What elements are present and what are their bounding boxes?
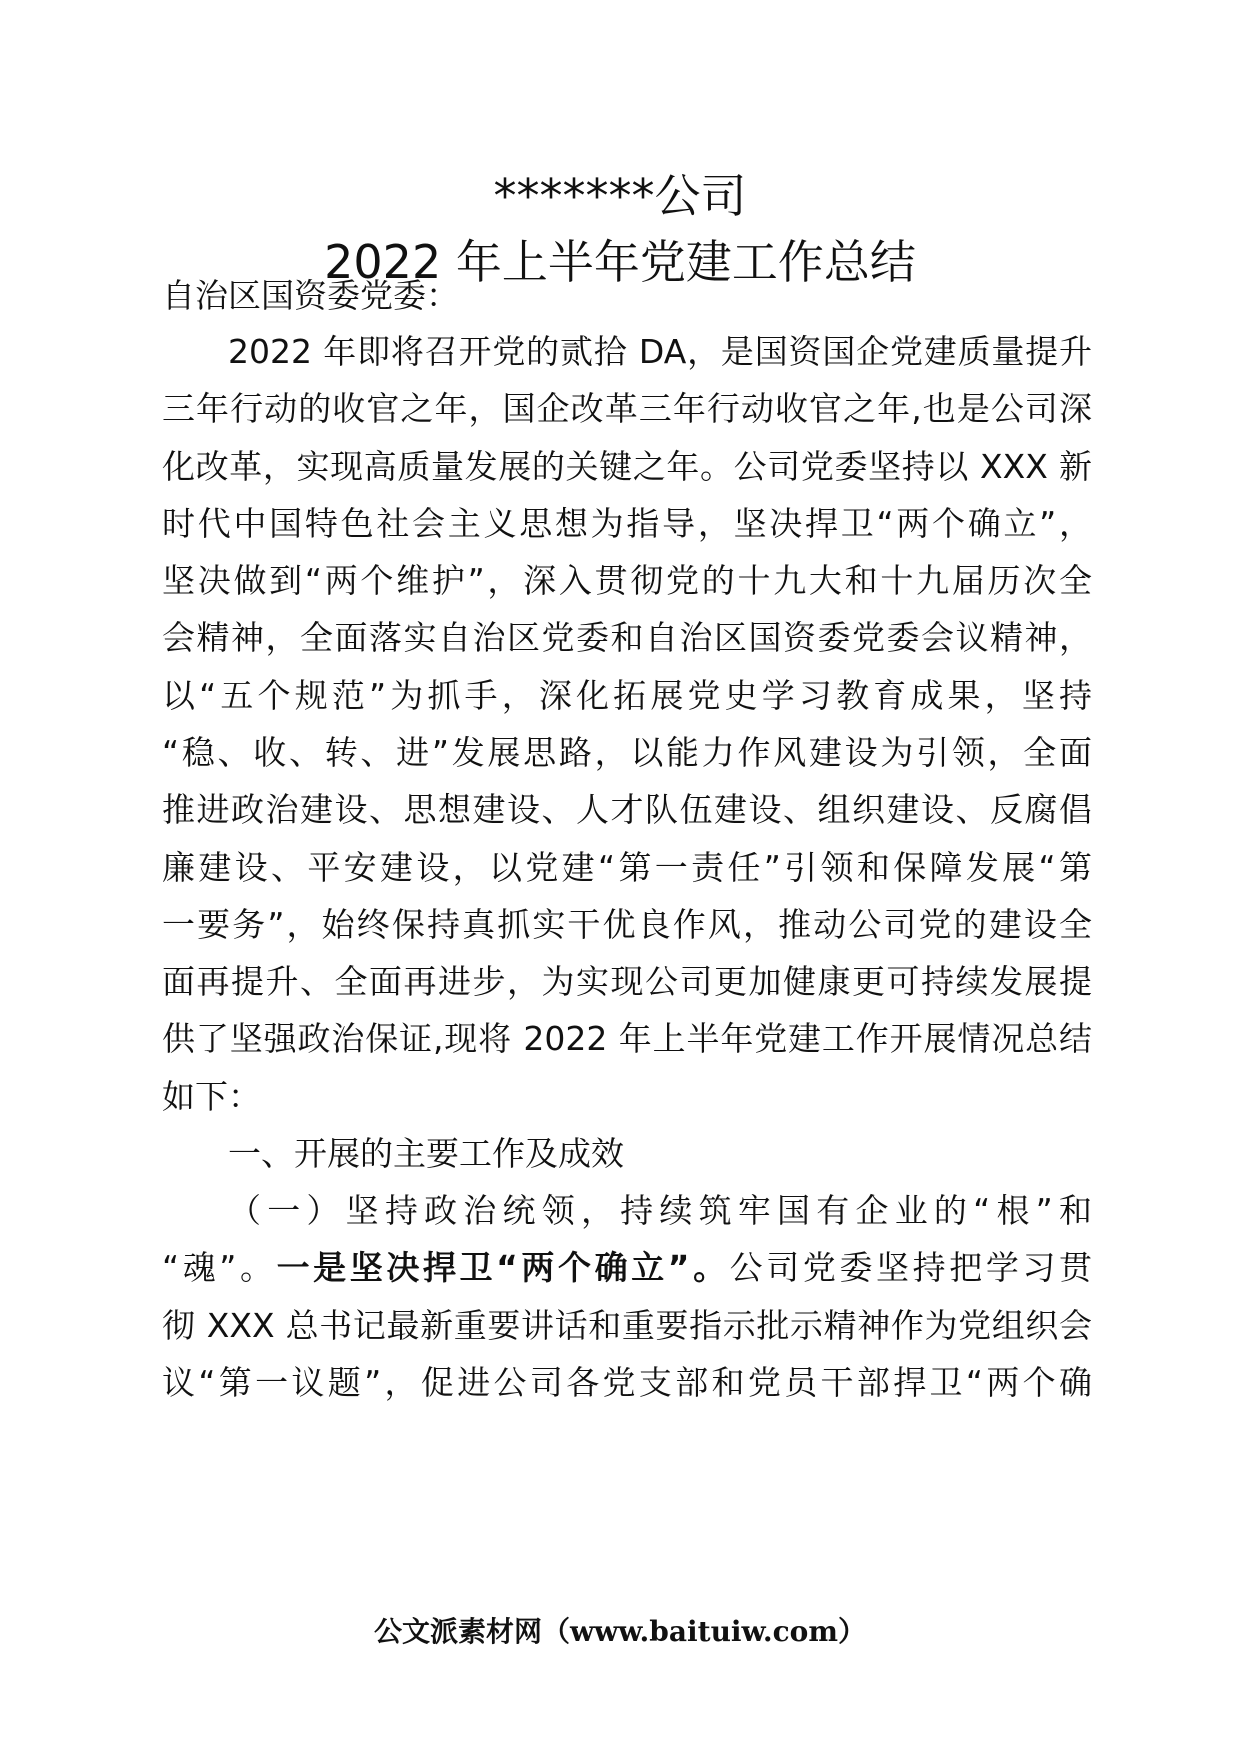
section-heading: 一、开展的主要工作及成效 (228, 1134, 624, 1173)
body-line: 坚决做到“两个维护”，深入贯彻党的十九大和十九届历次全 (162, 561, 1092, 600)
body-line: 三年行动的收官之年，国企改革三年行动收官之年,也是公司深 (162, 389, 1092, 428)
body-line: 如下： (162, 1077, 261, 1116)
body-line: 面再提升、全面再进步，为实现公司更加健康更可持续发展提 (162, 962, 1092, 1001)
body-line: 廉建设、平安建设，以党建“第一责任”引领和保障发展“第 (162, 848, 1092, 887)
body-line: 议“第一议题”，促进公司各党支部和党员干部捍卫“两个确 (162, 1363, 1092, 1402)
page-footer: 公文派素材网（www.baituiw.com） (374, 1615, 866, 1648)
bold-point-heading: 一是坚决捍卫“两个确立”。 (276, 1248, 730, 1287)
document-title-company: *******公司 (493, 169, 747, 223)
subsection-line-prefix: “魂”。 (162, 1248, 277, 1287)
body-line: 时代中国特色社会主义思想为指导，坚决捍卫“两个确立”， (162, 504, 1092, 543)
body-line: 一要务”，始终保持真抓实干优良作风，推动公司党的建设全 (162, 905, 1092, 944)
body-line: 供了坚强政治保证,现将 2022 年上半年党建工作开展情况总结 (162, 1019, 1092, 1058)
body-line: 推进政治建设、思想建设、人才队伍建设、组织建设、反腐倡 (162, 790, 1092, 829)
subsection-line-suffix: 公司党委坚持把学习贯 (729, 1248, 1093, 1287)
body-line: 彻 XXX 总书记最新重要讲话和重要指示批示精神作为党组织会 (162, 1306, 1092, 1345)
subsection-line (162, 1244, 1092, 1292)
body-line: 以“五个规范”为抓手，深化拓展党史学习教育成果，坚持 (162, 676, 1092, 715)
body-line: 会精神，全面落实自治区党委和自治区国资委党委会议精神， (162, 618, 1092, 657)
body-line: 2022 年即将召开党的贰拾 DA，是国资国企党建质量提升 (228, 332, 1092, 371)
body-line: 化改革，实现高质量发展的关键之年。公司党委坚持以 XXX 新 (162, 447, 1092, 486)
document-title-main: 2022 年上半年党建工作总结 (324, 235, 916, 289)
subsection-heading: （一）坚持政治统领，持续筑牢国有企业的“根”和 (228, 1191, 1092, 1230)
salutation: 自治区国资委党委： (162, 276, 459, 315)
body-line: “稳、收、转、进”发展思路，以能力作风建设为引领，全面 (162, 733, 1092, 772)
